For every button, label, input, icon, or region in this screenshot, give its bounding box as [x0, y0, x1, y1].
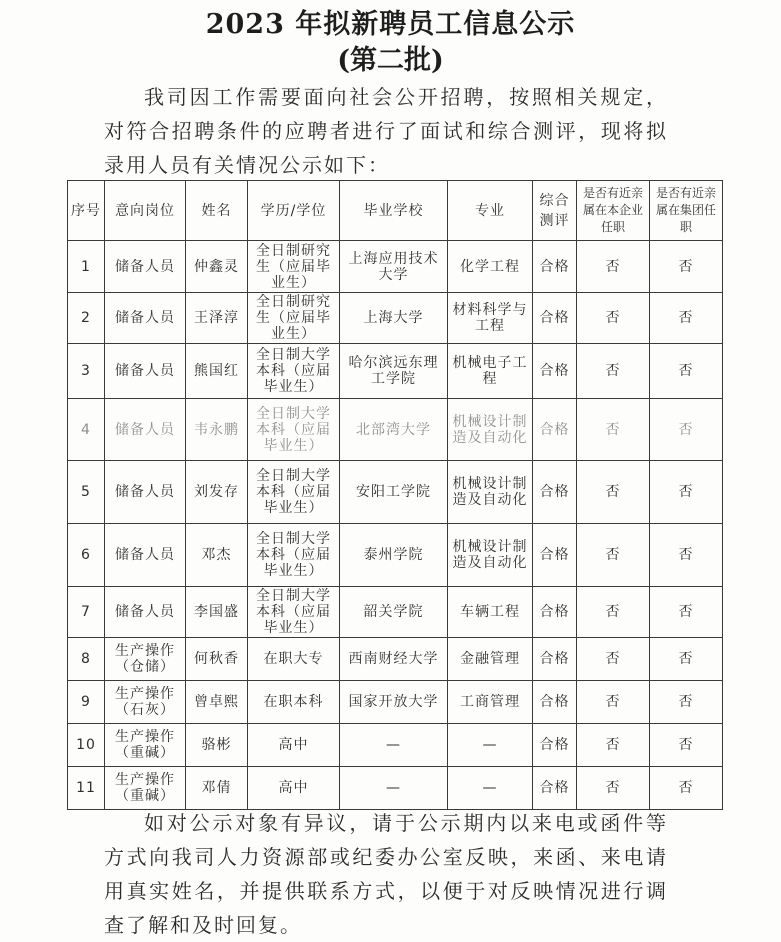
- table-cell: 曾卓熙: [186, 681, 248, 724]
- table-cell: 全日制大学本科（应届毕业生）: [248, 461, 340, 524]
- table-row: [68, 587, 723, 638]
- candidate-table: [67, 180, 723, 810]
- header-cell: 姓名: [186, 181, 248, 241]
- table-cell: 刘发存: [186, 461, 248, 524]
- table-cell: 生产操作（石灰）: [105, 681, 186, 724]
- table-cell: 否: [650, 638, 723, 681]
- table-cell: 储备人员: [105, 241, 186, 293]
- table-row: [68, 681, 723, 724]
- table-cell: 否: [650, 524, 723, 587]
- table-cell: 否: [650, 767, 723, 810]
- table-cell: 合格: [533, 399, 577, 461]
- table-cell: 否: [650, 587, 723, 638]
- table-cell: —: [340, 724, 448, 767]
- table-cell: 4: [68, 399, 105, 461]
- table-cell: —: [448, 767, 533, 810]
- table-row: [68, 524, 723, 587]
- table-cell: 6: [68, 524, 105, 587]
- closing-paragraph: 如对公示对象有异议，请于公示期内以来电或函件等方式向我司人力资源部或纪委办公室反映，来函、来电请用真实姓名，并提供联系方式，以便于对反映情况进行调查了解和及时回复。: [104, 811, 668, 937]
- table-cell: 全日制大学本科（应届毕业生）: [248, 587, 340, 638]
- document-subtitle: (第二批): [337, 45, 444, 76]
- table-cell: 在职大专: [248, 638, 340, 681]
- intro-paragraph: 我司因工作需要面向社会公开招聘，按照相关规定，对符合招聘条件的应聘者进行了面试和综合测评，现将拟录用人员有关情况公示如下：: [104, 85, 668, 177]
- header-cell: 意向岗位: [105, 181, 186, 241]
- table-cell: 1: [68, 241, 105, 293]
- table-cell: 王泽淳: [186, 293, 248, 344]
- table-cell: 邓倩: [186, 767, 248, 810]
- header-cell: 序号: [68, 181, 105, 241]
- table-cell: 韦永鹏: [186, 399, 248, 461]
- table-cell: 生产操作（仓储）: [105, 638, 186, 681]
- table-cell: 8: [68, 638, 105, 681]
- table-cell: 合格: [533, 724, 577, 767]
- table-row: [68, 767, 723, 810]
- table-cell: 何秋香: [186, 638, 248, 681]
- table-cell: 化学工程: [448, 241, 533, 293]
- table-cell: 骆彬: [186, 724, 248, 767]
- table-cell: 材料科学与工程: [448, 293, 533, 344]
- table-cell: 合格: [533, 344, 577, 399]
- header-cell: 专业: [448, 181, 533, 241]
- table-cell: 北部湾大学: [340, 399, 448, 461]
- table-cell: 西南财经大学: [340, 638, 448, 681]
- header-cell: 毕业学校: [340, 181, 448, 241]
- table-cell: 合格: [533, 461, 577, 524]
- table-cell: 3: [68, 344, 105, 399]
- table-cell: 否: [577, 524, 650, 587]
- table-cell: 合格: [533, 293, 577, 344]
- table-cell: 仲鑫灵: [186, 241, 248, 293]
- table-cell: 工商管理: [448, 681, 533, 724]
- table-cell: 全日制大学本科（应届毕业生）: [248, 524, 340, 587]
- table-header-row: [68, 181, 723, 241]
- table-cell: 否: [577, 724, 650, 767]
- table-cell: 高中: [248, 767, 340, 810]
- table-cell: 生产操作（重碱）: [105, 724, 186, 767]
- header-cell: 是否有近亲属在集团任职: [650, 181, 723, 241]
- table-cell: 否: [577, 293, 650, 344]
- table-cell: 泰州学院: [340, 524, 448, 587]
- table-cell: 全日制研究生（应届毕业生）: [248, 241, 340, 293]
- table-row: [68, 344, 723, 399]
- table-cell: 10: [68, 724, 105, 767]
- table-row: [68, 724, 723, 767]
- table-cell: 机械电子工程: [448, 344, 533, 399]
- table-cell: 高中: [248, 724, 340, 767]
- table-cell: 哈尔滨远东理工学院: [340, 344, 448, 399]
- table-cell: 国家开放大学: [340, 681, 448, 724]
- table-cell: —: [340, 767, 448, 810]
- table-cell: 2: [68, 293, 105, 344]
- table-cell: 全日制大学本科（应届毕业生）: [248, 399, 340, 461]
- header-cell: 学历/学位: [248, 181, 340, 241]
- table-cell: 5: [68, 461, 105, 524]
- table-cell: 安阳工学院: [340, 461, 448, 524]
- table-row: [68, 293, 723, 344]
- table-cell: 全日制研究生（应届毕业生）: [248, 293, 340, 344]
- table-cell: 否: [650, 461, 723, 524]
- table-cell: 全日制大学本科（应届毕业生）: [248, 344, 340, 399]
- table-cell: 否: [650, 344, 723, 399]
- table-cell: 金融管理: [448, 638, 533, 681]
- table-cell: 韶关学院: [340, 587, 448, 638]
- table-cell: 储备人员: [105, 399, 186, 461]
- header-cell: 是否有近亲属在本企业任职: [577, 181, 650, 241]
- table-cell: 否: [650, 681, 723, 724]
- table-cell: 合格: [533, 524, 577, 587]
- table-cell: 否: [577, 681, 650, 724]
- table-cell: 合格: [533, 241, 577, 293]
- table-cell: 储备人员: [105, 344, 186, 399]
- table-cell: 机械设计制造及自动化: [448, 461, 533, 524]
- table-cell: 合格: [533, 638, 577, 681]
- table-cell: 邓杰: [186, 524, 248, 587]
- table-cell: 上海应用技术大学: [340, 241, 448, 293]
- table-cell: 否: [577, 461, 650, 524]
- table-cell: 合格: [533, 681, 577, 724]
- table-cell: 生产操作（重碱）: [105, 767, 186, 810]
- table-cell: 否: [577, 344, 650, 399]
- table-row: [68, 638, 723, 681]
- table-cell: 机械设计制造及自动化: [448, 399, 533, 461]
- table-cell: 储备人员: [105, 524, 186, 587]
- table-cell: 车辆工程: [448, 587, 533, 638]
- table-cell: 否: [650, 241, 723, 293]
- table-cell: 否: [650, 724, 723, 767]
- table-cell: 合格: [533, 587, 577, 638]
- table-cell: 储备人员: [105, 293, 186, 344]
- table-cell: 否: [577, 241, 650, 293]
- table-cell: 否: [577, 399, 650, 461]
- table-body: [68, 241, 723, 810]
- document-title: 2023 年拟新聘员工信息公示: [205, 9, 576, 40]
- table-cell: 熊国红: [186, 344, 248, 399]
- table-cell: 否: [577, 638, 650, 681]
- table-row: [68, 241, 723, 293]
- table-cell: 否: [577, 587, 650, 638]
- table-cell: 9: [68, 681, 105, 724]
- table-cell: 否: [650, 293, 723, 344]
- table-cell: —: [448, 724, 533, 767]
- table-row: [68, 399, 723, 461]
- table-row: [68, 461, 723, 524]
- table-cell: 否: [577, 767, 650, 810]
- table-cell: 7: [68, 587, 105, 638]
- table-cell: 11: [68, 767, 105, 810]
- table-cell: 合格: [533, 767, 577, 810]
- table-cell: 李国盛: [186, 587, 248, 638]
- table-cell: 上海大学: [340, 293, 448, 344]
- table-cell: 储备人员: [105, 461, 186, 524]
- table-cell: 在职本科: [248, 681, 340, 724]
- table-cell: 储备人员: [105, 587, 186, 638]
- table-cell: 否: [650, 399, 723, 461]
- header-cell: 综合测评: [533, 181, 577, 241]
- table-cell: 机械设计制造及自动化: [448, 524, 533, 587]
